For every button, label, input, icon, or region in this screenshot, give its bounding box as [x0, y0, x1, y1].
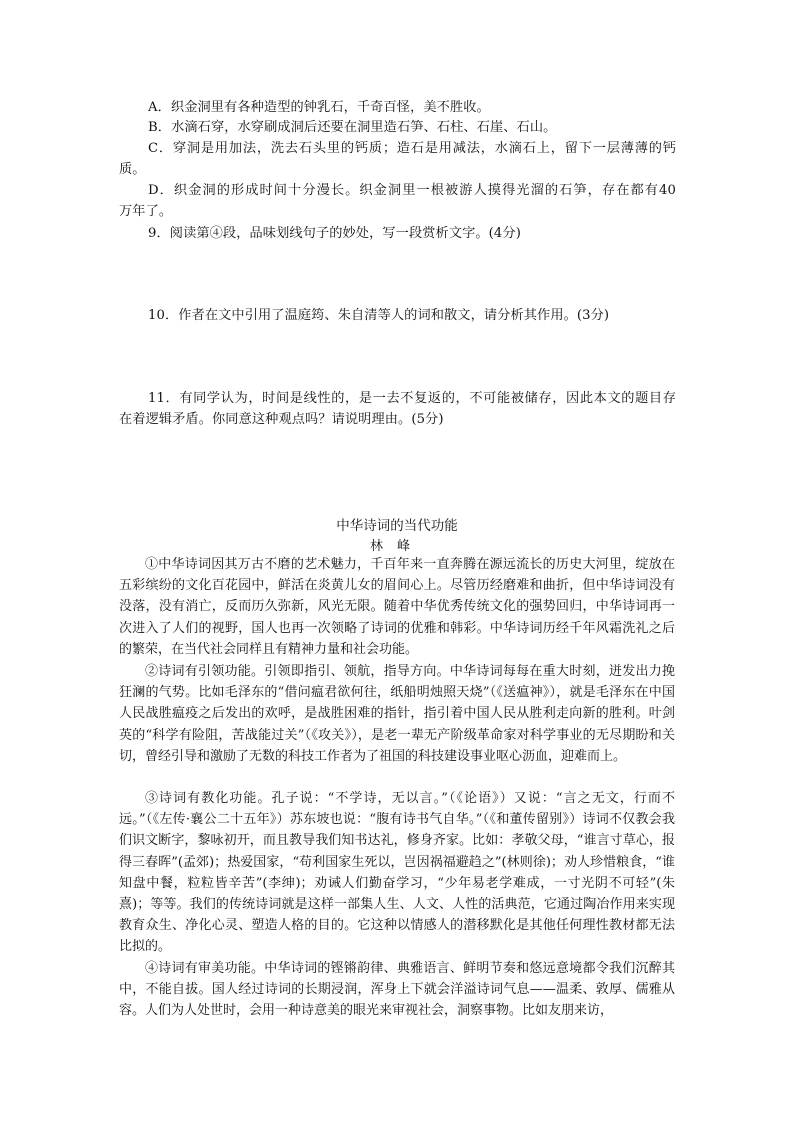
- article-title: 中华诗词的当代功能: [336, 518, 458, 534]
- article-paragraph-1: ①中华诗词因其万古不磨的艺术魅力，千百年来一直奔腾在源远流长的历史大河里，绽放在五彩缤纷的文化百花园中，鲜活在炎黄儿女的眉间心上。尽管历经磨难和曲折，但中华诗词没有没落，没有消亡，反而历久弥新，风光无限。随着中华优秀传统文化的强势回归，中华诗词再一次进入了人们的视野，国人也再一次领略了诗词的优雅和韩彩。中华诗词历经千年风霜洗礼之后的繁荣，在当代社会同样且有精神力量和社会功能。: [119, 557, 675, 657]
- option-d-line1: D．织金洞的形成时间十分漫长。织金洞里一根被游人摸得光溜的石笋，存在都有40: [148, 183, 676, 198]
- question-11-line1: 11．有同学认为，时间是线性的，是一去不复返的，不可能被储存，因此本文的题目存: [148, 391, 676, 406]
- option-a: A．织金洞里有各种造型的钟乳石，千奇百怪，美不胜收。: [148, 100, 490, 115]
- question-11-line2: 在着逻辑矛盾。你同意这种观点吗？请说明理由。(5分): [119, 412, 444, 427]
- question-10: 10．作者在文中引用了温庭筠、朱自清等人的词和散文，请分析其作用。(3分): [148, 308, 610, 323]
- question-9: 9．阅读第④段，品味划线句子的妙处，写一段赏析文字。(4分): [148, 226, 521, 241]
- option-b: B．水滴石穿，水穿刷成洞后还要在洞里造石笋、石柱、石崖、石山。: [148, 120, 557, 135]
- option-c-line1: C．穿洞是用加法，洗去石头里的钙质；造石是用减法，水滴石上，留下一层薄薄的钙: [148, 141, 676, 156]
- article-paragraph-3: ③诗词有教化功能。孔子说：“不学诗，无以言。”（《论语》）又说：“言之无文，行而不远。”（《左传·襄公二十五年》）苏东坡也说：“腹有诗书气自华。”（《和董传留别》）诗词不仅教会我们识文断字，黎咏初开，而且教导我们知书达礼，修身齐家。比如：孝敬父母，“谁言寸草心，报得三春晖”(孟郊)；热爱国家，“苟利国家生死以，岂因祸福避趋之”(林则徐)；劝人珍惜粮食，“谁知盘中餐，粒粒皆辛苦”(李绅)；劝诫人们勤奋学习，“少年易老学难成，一寸光阴不可轻”(朱熹)；等等。我们的传统诗词就是这样一部集人生、人文、人性的活典范，它通过陶冶作用来实现教育众生、净化心灵、塑造人格的目的。它这种以情感人的潜移默化是其他任何理性教材都无法比拟的。: [119, 791, 675, 955]
- option-c-line2: 质。: [119, 162, 146, 177]
- article-author: 林峰: [369, 539, 424, 554]
- article-paragraph-4: ④诗词有审美功能。中华诗词的铿锵韵律、典雅语言、鲜明节奏和悠远意境都令我们沉醉其中，不能自拔。国人经过诗词的长期浸润，浑身上下就会洋溢诗词气息——温柔、敦厚、儒雅从容。人们为人处世时，会用一种诗意美的眼光来审视社会，洞察事物。比如友朋来访，: [119, 961, 675, 1019]
- option-d-line2: 万年了。: [119, 204, 173, 219]
- article-paragraph-2: ②诗词有引领功能。引领即指引、领航，指导方向。中华诗词每每在重大时刻，迸发出力挽狂澜的气势。比如毛泽东的“借问瘟君欲何往，纸船明烛照天烧”（《送瘟神》），就是毛泽东在中国人民战胜瘟疫之后发出的欢呼，是战胜困难的指针，指引着中国人民从胜利走向新的胜利。叶剑英的“科学有险阻，苦战能过关”（《攻关》），是老一辈无产阶级革命家对科学事业的无尽期盼和关切，曾经引导和激励了无数的科技工作者为了祖国的科技建设事业呕心沥血，迎难而上。: [119, 664, 675, 764]
